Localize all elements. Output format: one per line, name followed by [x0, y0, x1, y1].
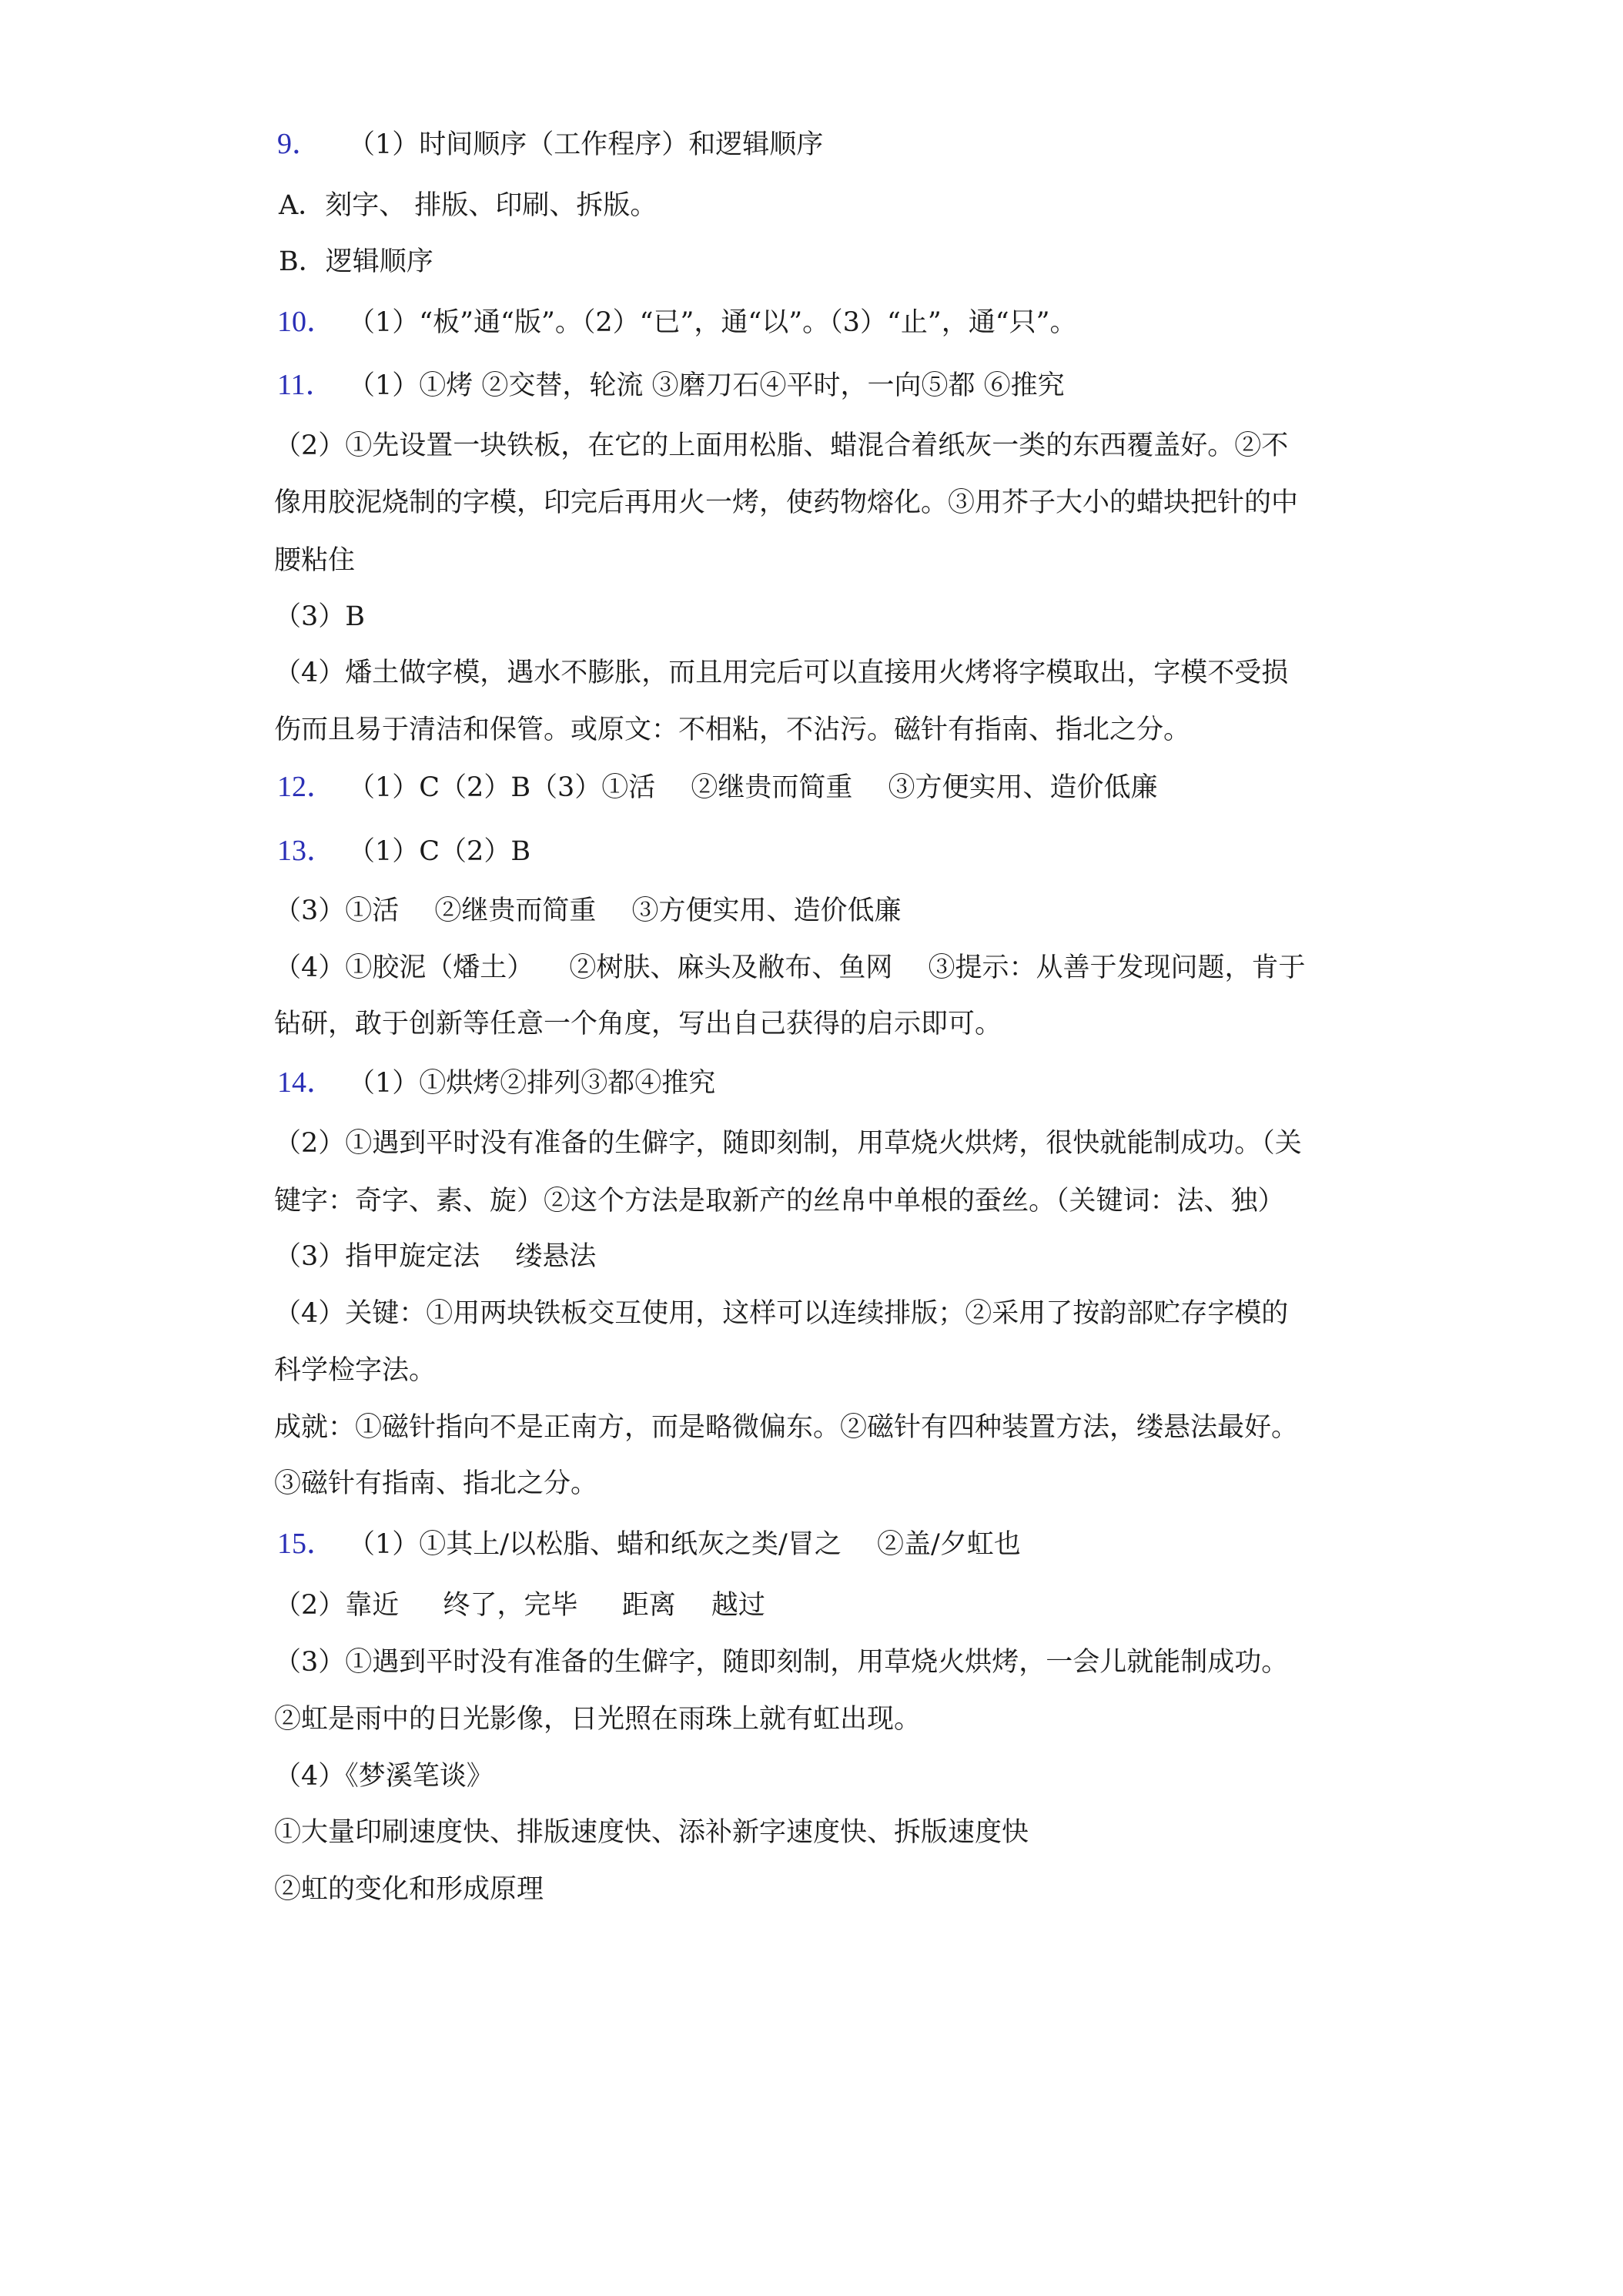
answer-14-2-line-2: [274, 1184, 1367, 1218]
answer-14-achievement-line-1: [274, 1411, 1367, 1444]
answer-text: ②虹是雨中的日光影像，日光照在雨珠上就有虹出现。: [274, 1704, 922, 1735]
answer-15-3-line-2: [274, 1702, 1367, 1736]
answer-text: （1）C（2）B: [348, 836, 531, 867]
answer-text: B．逻辑顺序: [279, 246, 433, 277]
answer-text: （1）C（2）B（3）①活 ②继贵而简重 ③方便实用、造价低廉: [348, 772, 1158, 803]
answer-text: （1）“板”通“版”。（2）“已”，通“以”。（3）“止”，通“只”。: [348, 307, 1077, 338]
answer-text: （2）①先设置一块铁板，在它的上面用松脂、蜡混合着纸灰一类的东西覆盖好。②不: [274, 430, 1289, 461]
answer-14-4-line-1: [274, 1297, 1367, 1330]
answer-14-3-line: [274, 1240, 1367, 1274]
answer-15-4-line: [274, 1759, 1367, 1793]
answer-11-2-line-1: [274, 429, 1367, 463]
answer-text: （1）①烤 ②交替，轮流 ③磨刀石④平时，一向⑤都 ⑥推究: [348, 370, 1065, 401]
answer-11-3-line: [274, 600, 1367, 634]
answer-15-4-point-1: [274, 1816, 1367, 1849]
question-number: 14．: [277, 1066, 336, 1099]
answer-14-achievement-line-2: [274, 1467, 1367, 1501]
answer-text: （4）①胶泥（燔土） ②树肤、麻头及敝布、鱼网 ③提示：从善于发现问题，肯于: [274, 952, 1306, 983]
answer-text: （3）B: [274, 601, 365, 632]
answer-14-2-line-1: [274, 1126, 1367, 1160]
answer-11-line: [277, 368, 1370, 403]
answer-11-2-line-2: [274, 486, 1367, 520]
answer-text: （1）①烘烤②排列③都④推究: [348, 1068, 716, 1099]
answer-text: A．刻字、 排版、印刷、拆版。: [279, 190, 658, 221]
answer-text: （2）靠近 终了，完毕 距离 越过: [274, 1590, 765, 1621]
answer-11-4-line-2: [274, 713, 1367, 747]
answer-text: （2）①遇到平时没有准备的生僻字，随即刻制，用草烧火烘烤，很快就能制成功。（关: [274, 1128, 1302, 1159]
answer-15-2-line: [274, 1588, 1367, 1622]
answer-text: ①大量印刷速度快、排版速度快、添补新字速度快、拆版速度快: [274, 1817, 1029, 1848]
answer-9-b-line: [279, 245, 1372, 279]
answer-13-3-line: [274, 894, 1367, 928]
answer-text: 成就：①磁针指向不是正南方，而是略微偏东。②磁针有四种装置方法，缕悬法最好。: [274, 1412, 1299, 1443]
answer-11-4-line-1: [274, 656, 1367, 690]
answer-text: （3）①活 ②继贵而简重 ③方便实用、造价低廉: [274, 895, 902, 926]
answer-15-line: [277, 1527, 1370, 1561]
answer-15-3-line-1: [274, 1645, 1367, 1679]
answer-text: （3）指甲旋定法 缕悬法: [274, 1241, 597, 1272]
answer-text: （4）《梦溪笔谈》: [274, 1761, 494, 1792]
answer-text: （4）燔土做字模，遇水不膨胀，而且用完后可以直接用火烤将字模取出，字模不受损: [274, 658, 1289, 688]
answer-text: 钻研，敢于创新等任意一个角度，写出自己获得的启示即可。: [274, 1009, 1002, 1039]
answer-13-4-line-2: [274, 1007, 1367, 1041]
answer-14-4-line-2: [274, 1354, 1367, 1387]
question-number: 12．: [277, 771, 336, 803]
answer-text: 腰粘住: [274, 545, 356, 576]
answer-text: （1）时间顺序（工作程序）和逻辑顺序: [348, 129, 824, 160]
answer-text: （3）①遇到平时没有准备的生僻字，随即刻制，用草烧火烘烤，一会儿就能制成功。: [274, 1647, 1289, 1678]
question-number: 11．: [277, 369, 335, 401]
answer-text: （4）关键：①用两块铁板交互使用，这样可以连续排版；②采用了按韵部贮存字模的: [274, 1298, 1289, 1329]
answer-13-line: [277, 834, 1370, 869]
question-number: 9．: [277, 128, 322, 160]
answer-text: ②虹的变化和形成原理: [274, 1874, 544, 1905]
answer-text: （1）①其上/以松脂、蜡和纸灰之类/冒之 ②盖/夕虹也: [348, 1529, 1021, 1560]
answer-13-4-line-1: [274, 951, 1367, 985]
answer-text: ③磁针有指南、指北之分。: [274, 1468, 598, 1499]
answer-text: 像用胶泥烧制的字模，印完后再用火一烤，使药物熔化。③用芥子大小的蜡块把针的中: [274, 487, 1299, 518]
question-number: 15．: [277, 1528, 336, 1560]
answer-11-2-line-3: [274, 544, 1367, 577]
answer-9-line: [277, 127, 1370, 162]
answer-9-a-line: [279, 189, 1372, 223]
answer-14-line: [277, 1066, 1370, 1100]
answer-15-4-point-2: [274, 1873, 1367, 1906]
answer-text: 键字：奇字、素、旋）②这个方法是取新产的丝帛中单根的蚕丝。（关键词：法、独）: [274, 1186, 1285, 1217]
answer-text: 伤而且易于清洁和保管。或原文：不相粘，不沾污。磁针有指南、指北之分。: [274, 715, 1191, 745]
answer-text: 科学检字法。: [274, 1355, 437, 1386]
answer-12-line: [277, 770, 1370, 805]
question-number: 10．: [277, 306, 336, 338]
question-number: 13．: [277, 835, 336, 867]
answer-10-line: [277, 305, 1370, 340]
